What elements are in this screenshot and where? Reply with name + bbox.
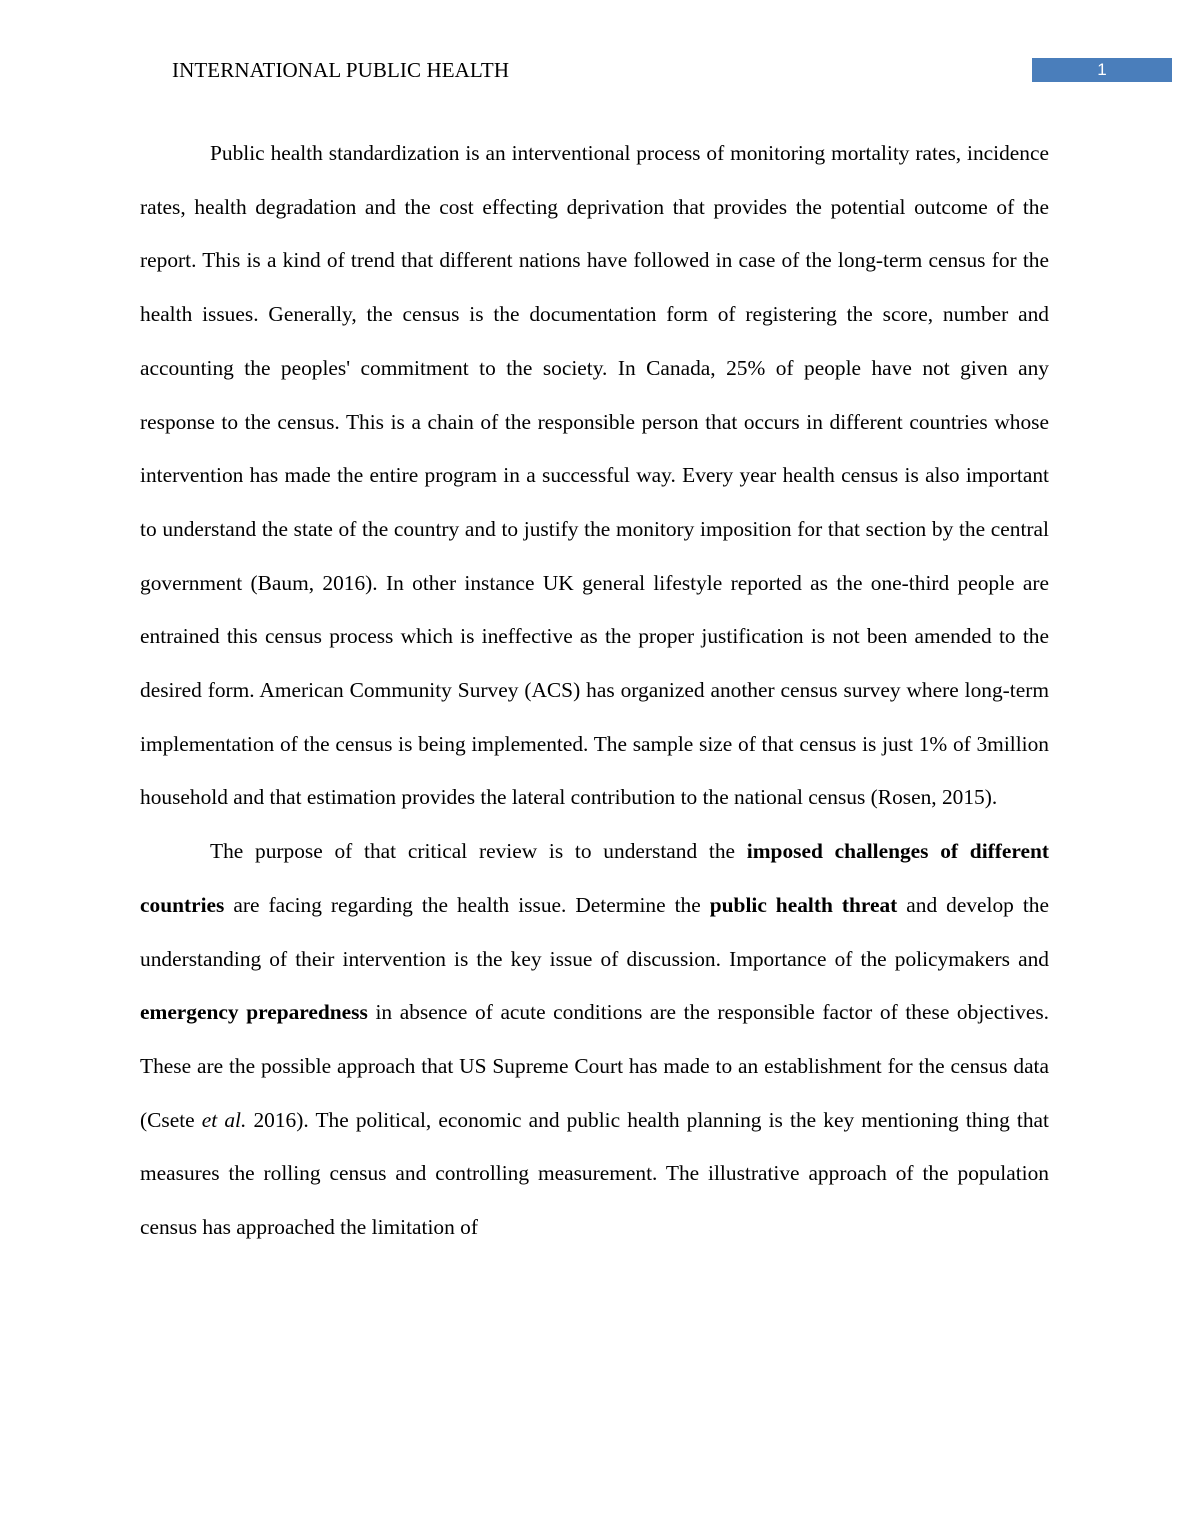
paragraph-purpose <box>140 825 1049 1255</box>
text-run: 2016). The political, economic and public health planning is the key mentioning thing that measures the rolling census and controlling measurement. The illustrative approach of the population census has approached the limitation of <box>140 1107 1049 1240</box>
bold-phrase-imposed-challenges: imposed challenges of different countries <box>140 839 1049 917</box>
page-number: 1 <box>1032 58 1172 82</box>
text-run: in absence of acute conditions are the responsible factor of these objectives. These are the possible approach that US Supreme Court has made to an establishment for the census data (Csete <box>140 1000 1049 1132</box>
text-run: and develop the understanding of their intervention is the key issue of discussion. Importance of the policymakers and <box>140 892 1049 971</box>
bold-phrase-emergency-preparedness: emergency preparedness <box>140 1000 368 1025</box>
document-body <box>140 127 1049 1255</box>
paragraph-intro: Public health standardization is an interventional process of monitoring mortality rates, incidence rates, health degradation and the cost effecting deprivation that provides the potential outcome of the report. This is a kind of trend that different nations have followed in case of the long-term census for the health issues. Generally, the census is the documentation form of registering the score, number and accounting the peoples' commitment to the society. In Canada, 25% of people have not given any response to the census. This is a chain of the responsible person that occurs in different countries whose intervention has made the entire program in a successful way. Every year health census is also important to understand the state of the country and to justify the monitory imposition for that section by the central government (Baum, 2016). In other instance UK general lifestyle reported as the one-third people are entrained this census process which is ineffective as the proper justification is not been amended to the desired form. American Community Survey (ACS) has organized another census survey where long-term implementation of the census is being implemented. The sample size of that census is just 1% of 3million household and that estimation provides the lateral contribution to the national census (Rosen, 2015). <box>140 141 1049 810</box>
italic-citation-et-al: et al. <box>201 1107 247 1132</box>
running-head: INTERNATIONAL PUBLIC HEALTH <box>172 58 510 82</box>
bold-phrase-public-health-threat: public health threat <box>709 892 898 917</box>
text-run: The purpose of that critical review is to understand the <box>210 839 747 864</box>
text-run: are facing regarding the health issue. Determine the <box>224 892 710 917</box>
